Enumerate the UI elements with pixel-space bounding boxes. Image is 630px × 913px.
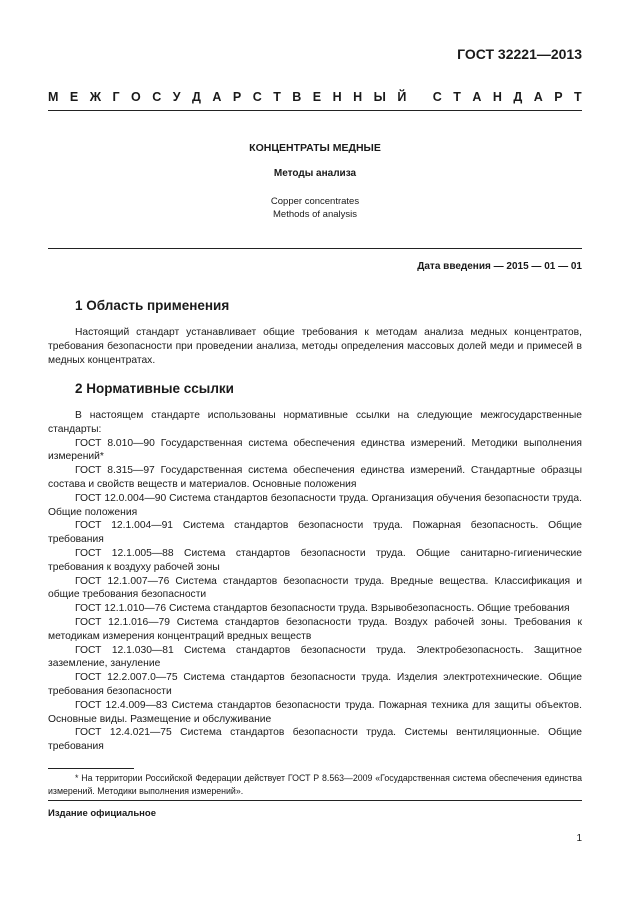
letter: М [48,90,59,104]
reference-item: ГОСТ 12.1.004—91 Система стандартов безопасности труда. Пожарная безопасность. Общие требования [48,520,582,546]
reference-item: ГОСТ 12.1.030—81 Система стандартов безопасности труда. Электробезопасность. Защитное заземление, зануление [48,644,582,670]
document-title: КОНЦЕНТРАТЫ МЕДНЫЕ [249,142,381,154]
english-title [48,195,582,221]
letter: Ы [373,90,386,104]
section-heading: 2 Нормативные ссылки [75,381,234,396]
reference-item: ГОСТ 8.315—97 Государственная система обеспечения единства измерений. Стандартные образцы состава и свойств веществ и материалов. Основные положения [48,465,582,490]
letter: Н [492,90,502,104]
reference-item: ГОСТ 12.2.007.0—75 Система стандартов безопасности труда. Изделия электротехнические. Общие требования безопасности [48,672,582,697]
letter: А [472,90,482,104]
reference-item: ГОСТ 12.0.004—90 Система стандартов безопасности труда. Организация обучения безопасности труда. Общие положения [48,492,582,518]
letter: Ж [89,90,102,104]
header-rule [48,110,582,111]
letter: Н [332,90,342,104]
paragraph: Настоящий стандарт устанавливает общие требования к методам анализа медных концентратов, требования безопасности при проведении анализа, методы определения массовых долей меди и примесей в медных концентратах. [48,327,582,366]
letter: В [292,90,302,104]
letter: Р [554,90,563,104]
reference-item: ГОСТ 12.4.021—75 Система стандартов безопасности труда. Системы вентиляционные. Общие требования [48,727,582,753]
letter: Т [273,90,281,104]
english-title-line: Methods of analysis [273,209,357,220]
letter: Д [513,90,523,104]
reference-item: ГОСТ 8.010—90 Государственная система обеспечения единства измерений. Методики выполнения измерений* [48,437,582,463]
letter: Р [232,90,242,104]
word-gap [418,90,421,104]
letter: Е [69,90,79,104]
page-number: 1 [576,833,582,844]
letter: А [212,90,222,104]
reference-item: ГОСТ 12.4.009—83 Система стандартов безопасности труда. Пожарная техника для защиты объектов. Основные виды. Размещение и обслуживание [48,699,582,725]
letter: Й [397,90,407,104]
letter: Т [574,90,582,104]
letter: А [533,90,543,104]
edition-label: Издание официальное [48,808,156,819]
english-title-line: Copper concentrates [270,196,360,207]
letter: С [252,90,262,104]
letter: С [152,90,162,104]
introduction-date: Дата введения — 2015 — 01 — 01 [417,261,582,272]
reference-item: ГОСТ 12.1.005—88 Система стандартов безопасности труда. Общие санитарно-гигиенические требования к воздуху рабочей зоны [48,547,582,573]
letter: У [172,90,181,104]
letter: С [432,90,442,104]
paragraph: В настоящем стандарте использованы нормативные ссылки на следующие межгосударственные стандарты: [48,410,582,435]
letter: Н [353,90,363,104]
footnote: * На территории Российской Федерации действует ГОСТ Р 8.563—2009 «Государственная система обеспечения единства измерений. Методики выполнения измерений». [48,773,582,796]
title-rule [48,248,582,249]
document-subtitle: Методы анализа [273,168,357,179]
letter: Т [453,90,461,104]
standard-kind-heading [48,90,582,104]
reference-item: ГОСТ 12.1.016—79 Система стандартов безопасности труда. Воздух рабочей зоны. Требования к методикам измерения концентраций вредных веществ [48,616,582,642]
standard-number: ГОСТ 32221—2013 [457,46,582,62]
section-body [48,326,582,367]
reference-item: ГОСТ 12.1.010—76 Система стандартов безопасности труда. Взрывобезопасность. Общие требования [75,603,570,615]
references-list [48,409,582,754]
section-heading: 1 Область применения [75,298,230,313]
footer-rule [48,800,582,801]
letter: Г [112,90,120,104]
letter: О [131,90,141,104]
letter: Д [192,90,201,104]
footnote-rule [48,768,134,769]
letter: Е [312,90,322,104]
reference-item: ГОСТ 12.1.007—76 Система стандартов безопасности труда. Вредные вещества. Классификация и общие требования безопасности [48,575,582,601]
